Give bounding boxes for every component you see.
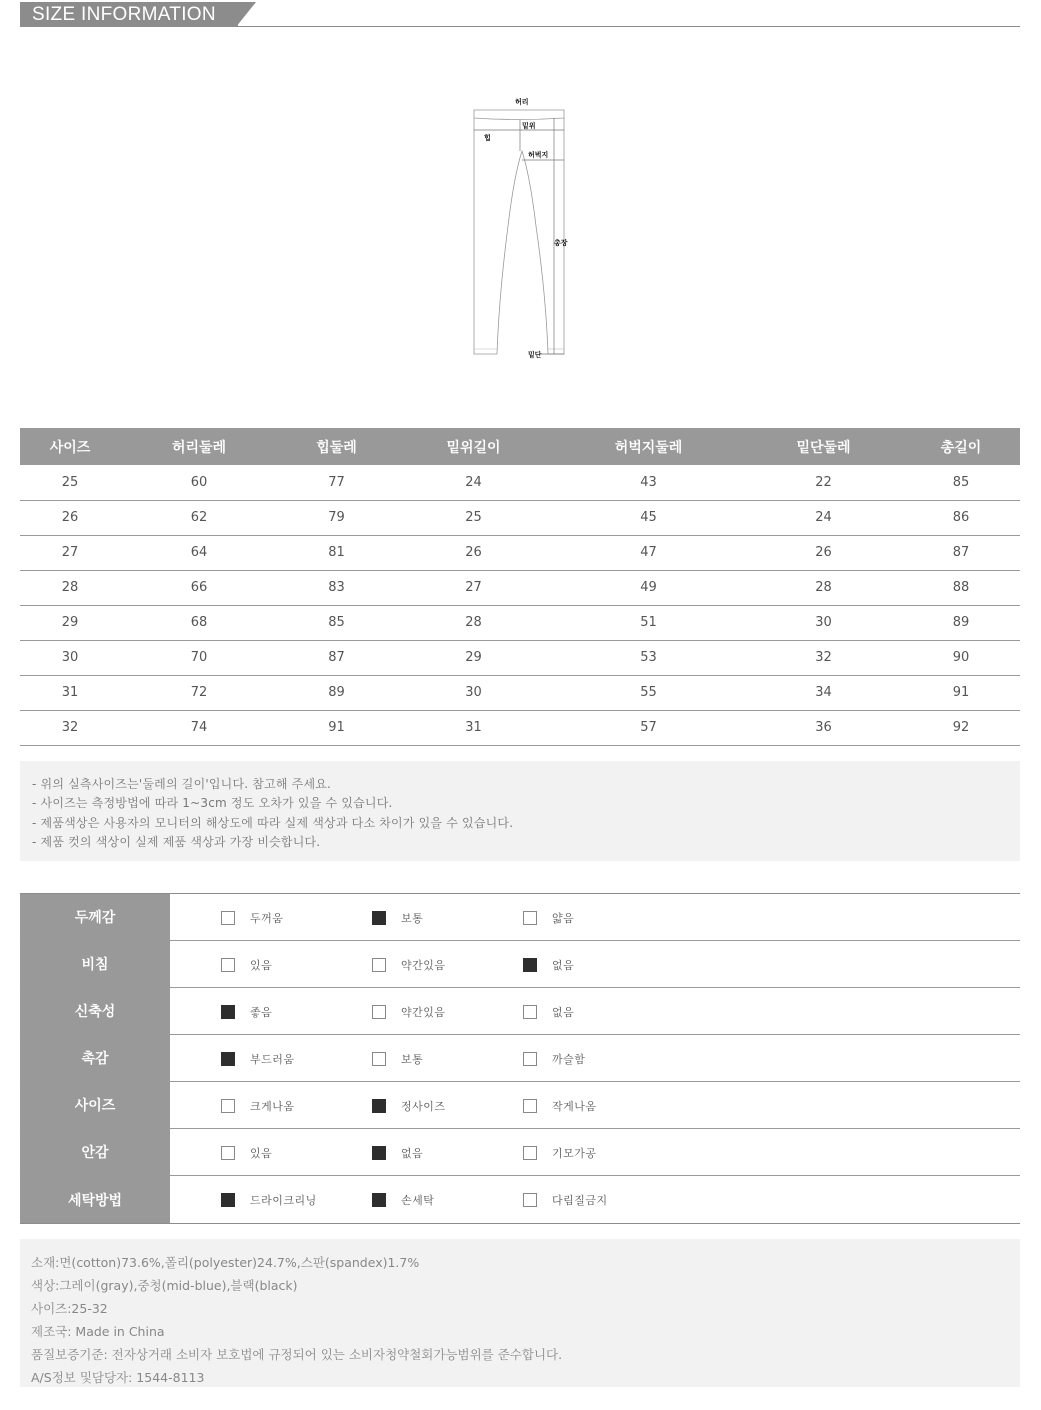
color-info: 색상:그레이(gray),중청(mid-blue),블랙(black) [31,1278,298,1293]
table-cell: 68 [120,605,278,640]
feature-option [523,1192,608,1208]
label-rise: 밑위 [522,122,536,130]
table-row [20,675,1020,710]
feature-option [372,1004,446,1020]
table-cell: 57 [552,710,745,745]
feature-option [523,1051,585,1067]
option-label: 두꺼움 [250,912,284,925]
table-row [20,465,1020,500]
feature-option [523,1098,597,1114]
table-cell: 92 [902,710,1020,745]
feature-label: 안감 [20,1129,170,1175]
label-thigh: 허벅지 [528,151,549,159]
unchecked-box-icon [221,911,235,925]
table-cell: 32 [745,640,902,675]
option-label: 있음 [250,1147,273,1160]
checked-box-icon [523,958,537,972]
feature-label: 세탁방법 [20,1176,170,1223]
table-cell: 70 [120,640,278,675]
label-hem: 밑단 [528,351,542,359]
origin-info: 제조국: Made in China [31,1324,165,1339]
as-info: A/S정보 및담당자: 1544-8113 [31,1370,205,1385]
table-cell: 26 [395,535,552,570]
option-label: 드라이크리닝 [250,1194,317,1207]
feature-option [372,1192,434,1208]
option-label: 없음 [401,1147,424,1160]
col-header: 힙둘레 [278,428,395,465]
checked-box-icon [221,1193,235,1207]
feature-row [20,1129,1020,1176]
table-cell: 89 [278,675,395,710]
feature-option [221,1145,272,1161]
option-label: 다림질금지 [552,1194,608,1207]
feature-option [221,1098,295,1114]
feature-option [221,910,283,926]
table-cell: 31 [395,710,552,745]
table-cell: 88 [902,570,1020,605]
option-label: 얇음 [552,912,575,925]
table-cell: 85 [902,465,1020,500]
unchecked-box-icon [372,1052,386,1066]
col-header: 밑위길이 [395,428,552,465]
feature-label: 신축성 [20,988,170,1034]
size-table-header [20,428,1020,465]
table-cell: 22 [745,465,902,500]
option-label: 보통 [401,1053,424,1066]
feature-option [523,957,574,973]
feature-label: 비침 [20,941,170,987]
section-header [20,0,1020,28]
unchecked-box-icon [523,911,537,925]
table-cell: 90 [902,640,1020,675]
col-header: 허리둘레 [120,428,278,465]
feature-table [20,893,1020,1224]
table-cell: 49 [552,570,745,605]
section-title: SIZE INFORMATION [32,4,216,25]
feature-row [20,1082,1020,1129]
checked-box-icon [372,1099,386,1113]
feature-label: 촉감 [20,1035,170,1081]
feature-option [221,1192,317,1208]
feature-option [523,1004,574,1020]
table-cell: 30 [745,605,902,640]
table-cell: 34 [745,675,902,710]
unchecked-box-icon [221,1146,235,1160]
product-info-box [20,1239,1020,1387]
option-label: 약간있음 [401,1006,446,1019]
table-cell: 86 [902,500,1020,535]
checked-box-icon [372,1193,386,1207]
option-label: 있음 [250,959,273,972]
unchecked-box-icon [523,1146,537,1160]
table-cell: 30 [395,675,552,710]
label-hip: 힙 [484,134,491,142]
feature-option [221,957,272,973]
feature-row [20,1035,1020,1082]
material-info: 소재:면(cotton)73.6%,폴리(polyester)24.7%,스판(spandex)1.7% [31,1255,420,1270]
table-row [20,535,1020,570]
option-label: 작게나옴 [552,1100,597,1113]
table-row [20,500,1020,535]
feature-option [372,957,446,973]
table-cell: 30 [20,640,120,675]
note-line: - 사이즈는 측정방법에 따라 1~3cm 정도 오차가 있을 수 있습니다. [32,796,393,811]
col-header: 허벅지둘레 [552,428,745,465]
table-cell: 25 [20,465,120,500]
feature-option [221,1004,272,1020]
table-cell: 87 [278,640,395,675]
option-label: 기모가공 [552,1147,597,1160]
table-cell: 45 [552,500,745,535]
table-cell: 28 [745,570,902,605]
unchecked-box-icon [221,958,235,972]
size-table [20,428,1020,746]
table-cell: 53 [552,640,745,675]
unchecked-box-icon [372,958,386,972]
feature-option [221,1051,295,1067]
table-cell: 87 [902,535,1020,570]
table-cell: 27 [20,535,120,570]
feature-option [372,1051,423,1067]
note-line: - 제품색상은 사용자의 모니터의 해상도에 따라 실제 색상과 다소 차이가 있을 수 있습니다. [32,815,514,830]
label-length: 총장 [554,239,568,247]
feature-option [523,910,574,926]
feature-option [372,1145,423,1161]
checked-box-icon [372,911,386,925]
table-cell: 27 [395,570,552,605]
table-cell: 28 [20,570,120,605]
header-divider [20,26,1020,27]
table-cell: 47 [552,535,745,570]
col-header: 밑단둘레 [745,428,902,465]
table-cell: 32 [20,710,120,745]
table-cell: 25 [395,500,552,535]
checked-box-icon [221,1005,235,1019]
unchecked-box-icon [372,1005,386,1019]
feature-option [523,1145,597,1161]
unchecked-box-icon [523,1099,537,1113]
label-waist: 허리 [515,98,529,106]
unchecked-box-icon [523,1193,537,1207]
unchecked-box-icon [221,1099,235,1113]
table-cell: 51 [552,605,745,640]
table-cell: 91 [278,710,395,745]
pants-illustration [470,96,580,366]
checked-box-icon [372,1146,386,1160]
table-cell: 55 [552,675,745,710]
feature-row [20,894,1020,941]
feature-row [20,1176,1020,1223]
table-cell: 81 [278,535,395,570]
table-cell: 91 [902,675,1020,710]
table-cell: 89 [902,605,1020,640]
feature-option [372,1098,446,1114]
table-cell: 79 [278,500,395,535]
option-label: 약간있음 [401,959,446,972]
warranty-info: 품질보증기준: 전자상거래 소비자 보호법에 규정되어 있는 소비자청약철회가능범위를 준수합니다. [31,1347,563,1362]
table-cell: 77 [278,465,395,500]
pants-diagram [470,96,580,366]
table-row [20,710,1020,745]
table-cell: 85 [278,605,395,640]
checked-box-icon [221,1052,235,1066]
table-row [20,640,1020,675]
table-cell: 60 [120,465,278,500]
table-cell: 83 [278,570,395,605]
table-cell: 28 [395,605,552,640]
feature-row [20,988,1020,1035]
feature-label: 사이즈 [20,1082,170,1128]
table-cell: 26 [745,535,902,570]
feature-label: 두께감 [20,894,170,940]
option-label: 없음 [552,959,575,972]
note-line: - 제품 컷의 색상이 실제 제품 색상과 가장 비슷합니다. [32,834,321,849]
table-cell: 29 [20,605,120,640]
table-cell: 74 [120,710,278,745]
table-cell: 26 [20,500,120,535]
table-cell: 62 [120,500,278,535]
feature-option [372,910,423,926]
option-label: 까슬함 [552,1053,586,1066]
table-row [20,570,1020,605]
table-cell: 24 [745,500,902,535]
table-cell: 31 [20,675,120,710]
table-cell: 72 [120,675,278,710]
option-label: 없음 [552,1006,575,1019]
table-row [20,605,1020,640]
col-header: 사이즈 [20,428,120,465]
option-label: 손세탁 [401,1194,435,1207]
feature-row [20,941,1020,988]
size-info: 사이즈:25-32 [31,1301,108,1316]
option-label: 크게나옴 [250,1100,295,1113]
note-line: - 위의 실측사이즈는'둘레의 길이'입니다. 참고해 주세요. [32,777,332,791]
notes-box [20,761,1020,861]
unchecked-box-icon [523,1005,537,1019]
table-cell: 24 [395,465,552,500]
option-label: 좋음 [250,1006,273,1019]
option-label: 보통 [401,912,424,925]
option-label: 부드러움 [250,1053,295,1066]
table-cell: 29 [395,640,552,675]
table-cell: 66 [120,570,278,605]
table-cell: 64 [120,535,278,570]
table-cell: 43 [552,465,745,500]
unchecked-box-icon [523,1052,537,1066]
col-header: 총길이 [902,428,1020,465]
header-tab-slant [236,2,256,27]
table-cell: 36 [745,710,902,745]
option-label: 정사이즈 [401,1100,446,1113]
